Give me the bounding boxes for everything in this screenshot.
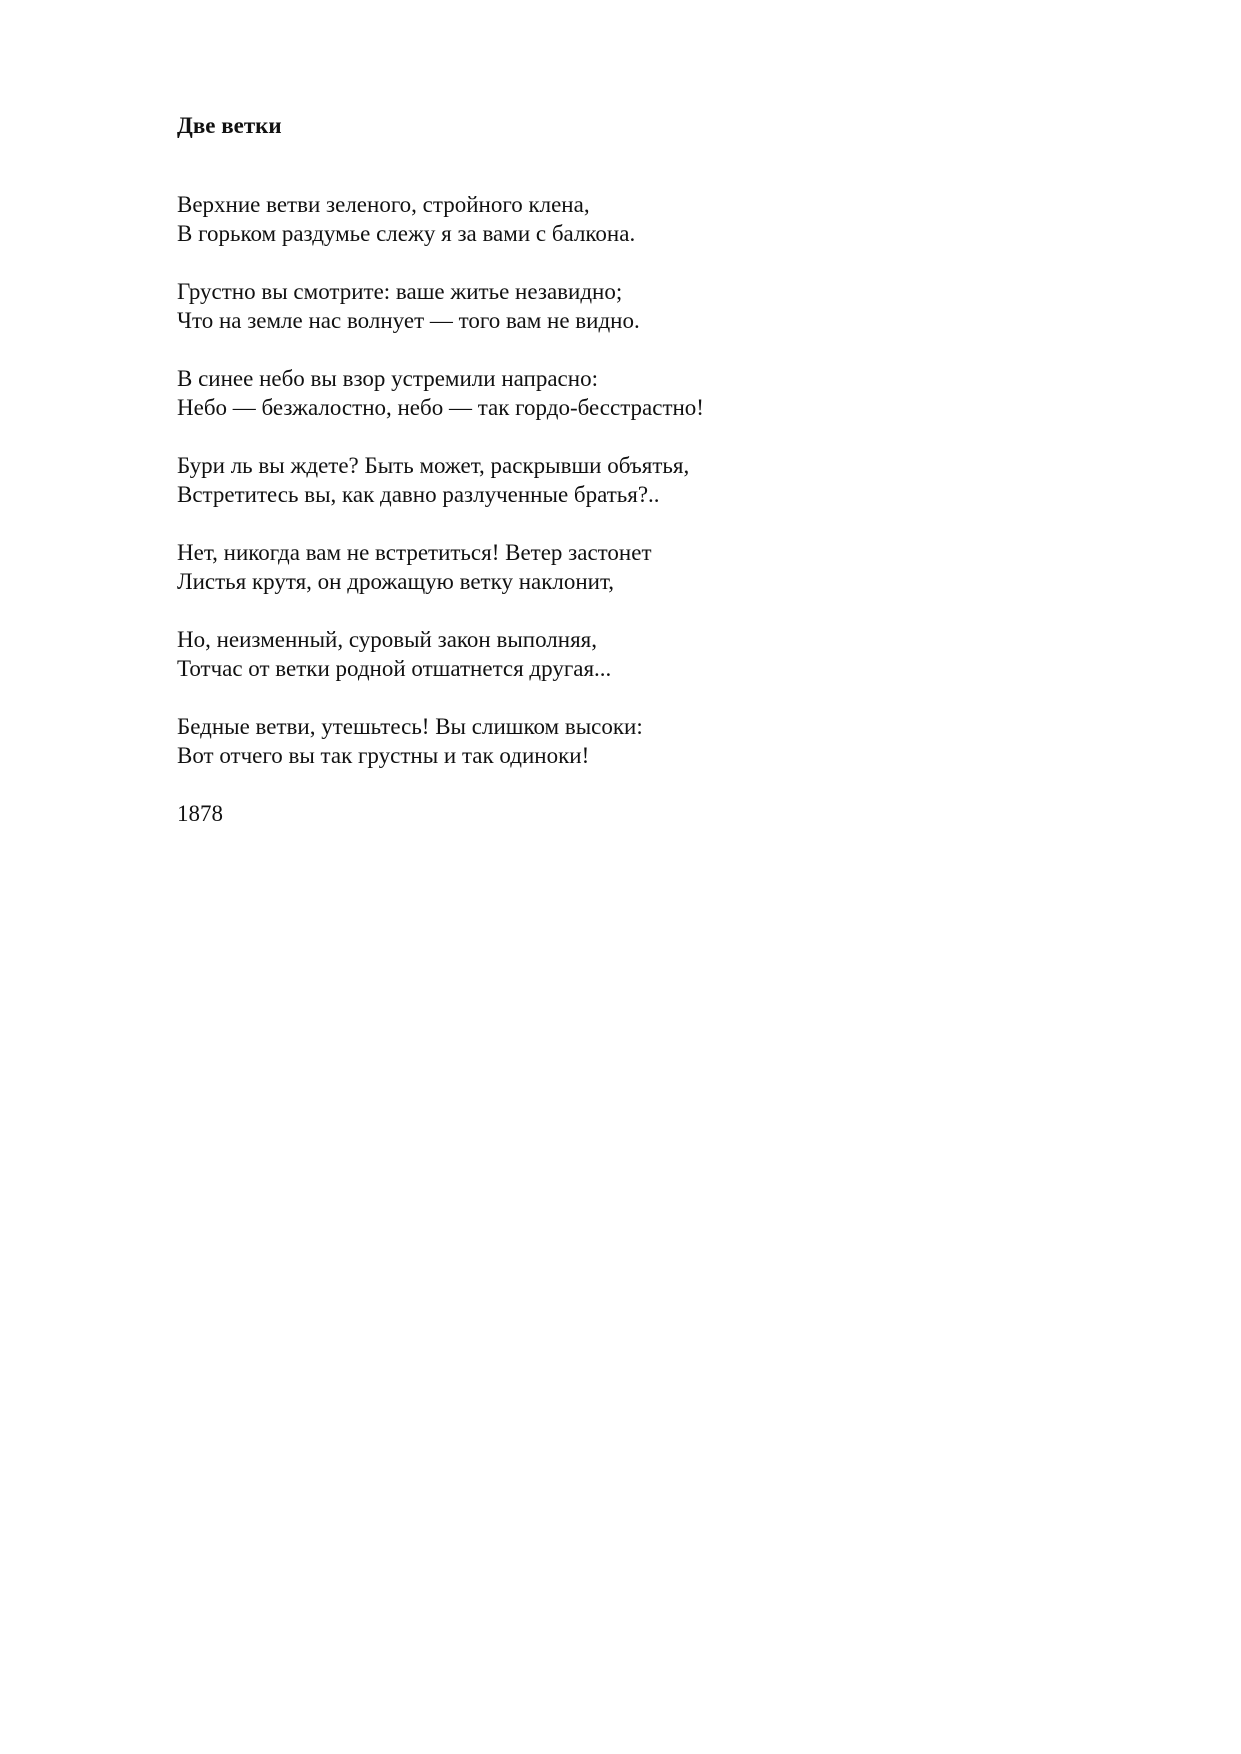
poem-title: Две ветки xyxy=(177,113,282,138)
stanza xyxy=(177,625,1077,683)
poem-line: Встретитесь вы, как давно разлученные братья?.. xyxy=(177,482,660,507)
poem-line: Верхние ветви зеленого, стройного клена, xyxy=(177,192,590,217)
stanza xyxy=(177,451,1077,509)
poem-line: В горьком раздумье слежу я за вами с балкона. xyxy=(177,221,636,246)
poem-line: Грустно вы смотрите: ваше житье незавидно; xyxy=(177,279,623,304)
poem-line: Небо — безжалостно, небо — так гордо-бесстрастно! xyxy=(177,395,704,420)
stanza xyxy=(177,190,1077,248)
poem-line: Но, неизменный, суровый закон выполняя, xyxy=(177,627,597,652)
poem-line: Бедные ветви, утешьтесь! Вы слишком высоки: xyxy=(177,714,643,739)
poem-line: Тотчас от ветки родной отшатнется другая... xyxy=(177,656,612,681)
poem-line: Вот отчего вы так грустны и так одиноки! xyxy=(177,743,590,768)
poem-year: 1878 xyxy=(177,801,223,826)
poem-body xyxy=(177,190,1077,828)
poem-line: Что на земле нас волнует — того вам не видно. xyxy=(177,308,640,333)
poem-line: Бури ль вы ждете? Быть может, раскрывши объятья, xyxy=(177,453,690,478)
stanza xyxy=(177,712,1077,770)
poem-line: Листья крутя, он дрожащую ветку наклонит, xyxy=(177,569,615,594)
poem-line: Нет, никогда вам не встретиться! Ветер застонет xyxy=(177,540,652,565)
document-page xyxy=(177,112,1077,828)
poem-line: В синее небо вы взор устремили напрасно: xyxy=(177,366,598,391)
stanza xyxy=(177,364,1077,422)
stanza xyxy=(177,277,1077,335)
stanza xyxy=(177,538,1077,596)
